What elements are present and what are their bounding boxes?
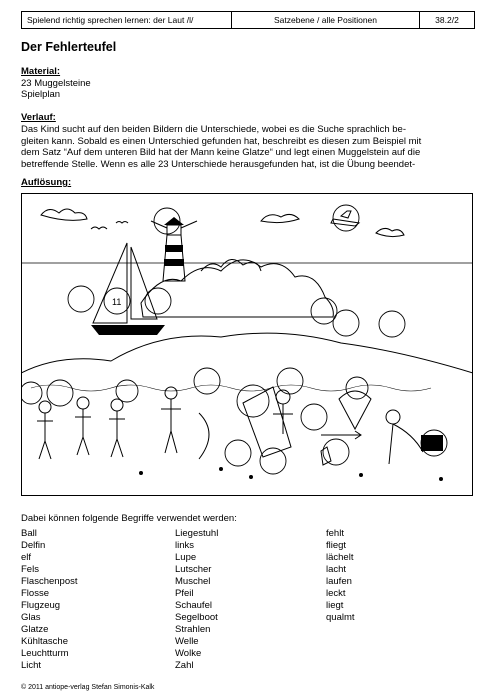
terms-column-1 (21, 528, 78, 672)
term: Glas (21, 612, 41, 623)
term: Muschel (175, 576, 211, 587)
verlauf-label (21, 112, 56, 124)
term: Liegestuhl (175, 528, 219, 539)
picture-frame (22, 194, 473, 496)
loesung-label: Auflösung: (21, 177, 72, 188)
term: links (175, 540, 195, 551)
terms-column-2 (175, 528, 218, 672)
header-page-number: 38.2/2 (435, 15, 459, 25)
verlauf-line: gleiten kann. Sobald es einen Unterschied gefunden hat, beschreibt es diesen zum Beispiel mit (21, 135, 422, 147)
verlauf-line: betreffende Stelle. Wenn es alle 23 Unterschiede herausgefunden hat, ist die Übung beendet- (21, 158, 416, 170)
boat-number: 11 (112, 297, 122, 307)
term: Welle (175, 636, 199, 647)
term: Pfeil (175, 588, 194, 599)
term: Flaschenpost (21, 576, 78, 587)
term: Schaufel (175, 600, 212, 611)
header-series: Spielend richtig sprechen lernen: der Laut /l/ (22, 12, 232, 28)
term: Leuchtturm (21, 648, 69, 659)
term: Lutscher (175, 564, 212, 575)
term: Segelboot (175, 612, 218, 623)
term: Glatze (21, 624, 49, 635)
term: lächelt (326, 552, 354, 563)
copyright-footer: © 2011 antiope-verlag Stefan Simonis-Kalk (21, 684, 155, 691)
term: Lupe (175, 552, 197, 563)
page-header (21, 11, 475, 29)
terms-column-3 (326, 528, 355, 624)
term: qualmt (326, 612, 355, 623)
verlauf-line: Das Kind sucht auf den beiden Bildern die Unterschiede, wobei es die Suche sprachlich be- (21, 124, 406, 135)
term: laufen (326, 576, 352, 587)
term: Zahl (175, 660, 194, 671)
solution-picture (21, 193, 473, 496)
verlauf-line: dem Satz “Auf dem unteren Bild hat der Mann keine Glatze“ und legt einen Muggelstein auf die (21, 147, 421, 158)
term: leckt (326, 588, 346, 599)
term: elf (21, 552, 32, 563)
term: Strahlen (175, 624, 211, 635)
material-label: Material: (21, 66, 61, 77)
page-title: Der Fehlerteufel (21, 40, 117, 54)
material-section (21, 66, 91, 101)
terms-intro: Dabei können folgende Begriffe verwendet werden: (21, 513, 237, 524)
term: Flugzeug (21, 600, 61, 611)
cooler-box (421, 435, 443, 451)
term: Licht (21, 660, 42, 671)
header-level: Satzebene / alle Positionen (232, 12, 420, 28)
term: Ball (21, 528, 37, 539)
term: Delfin (21, 540, 46, 551)
term: fehlt (326, 528, 344, 539)
term: liegt (326, 600, 344, 611)
term: Kühltasche (21, 636, 69, 647)
material-item: Spielplan (21, 89, 61, 100)
term: fliegt (326, 540, 347, 551)
verlauf-text (21, 124, 473, 170)
verlauf-heading: Verlauf: (21, 112, 56, 123)
material-item: 23 Muggelsteine (21, 77, 91, 89)
term: Fels (21, 564, 39, 575)
term: Wolke (175, 648, 202, 659)
term: lacht (326, 564, 347, 575)
term: Flosse (21, 588, 49, 599)
